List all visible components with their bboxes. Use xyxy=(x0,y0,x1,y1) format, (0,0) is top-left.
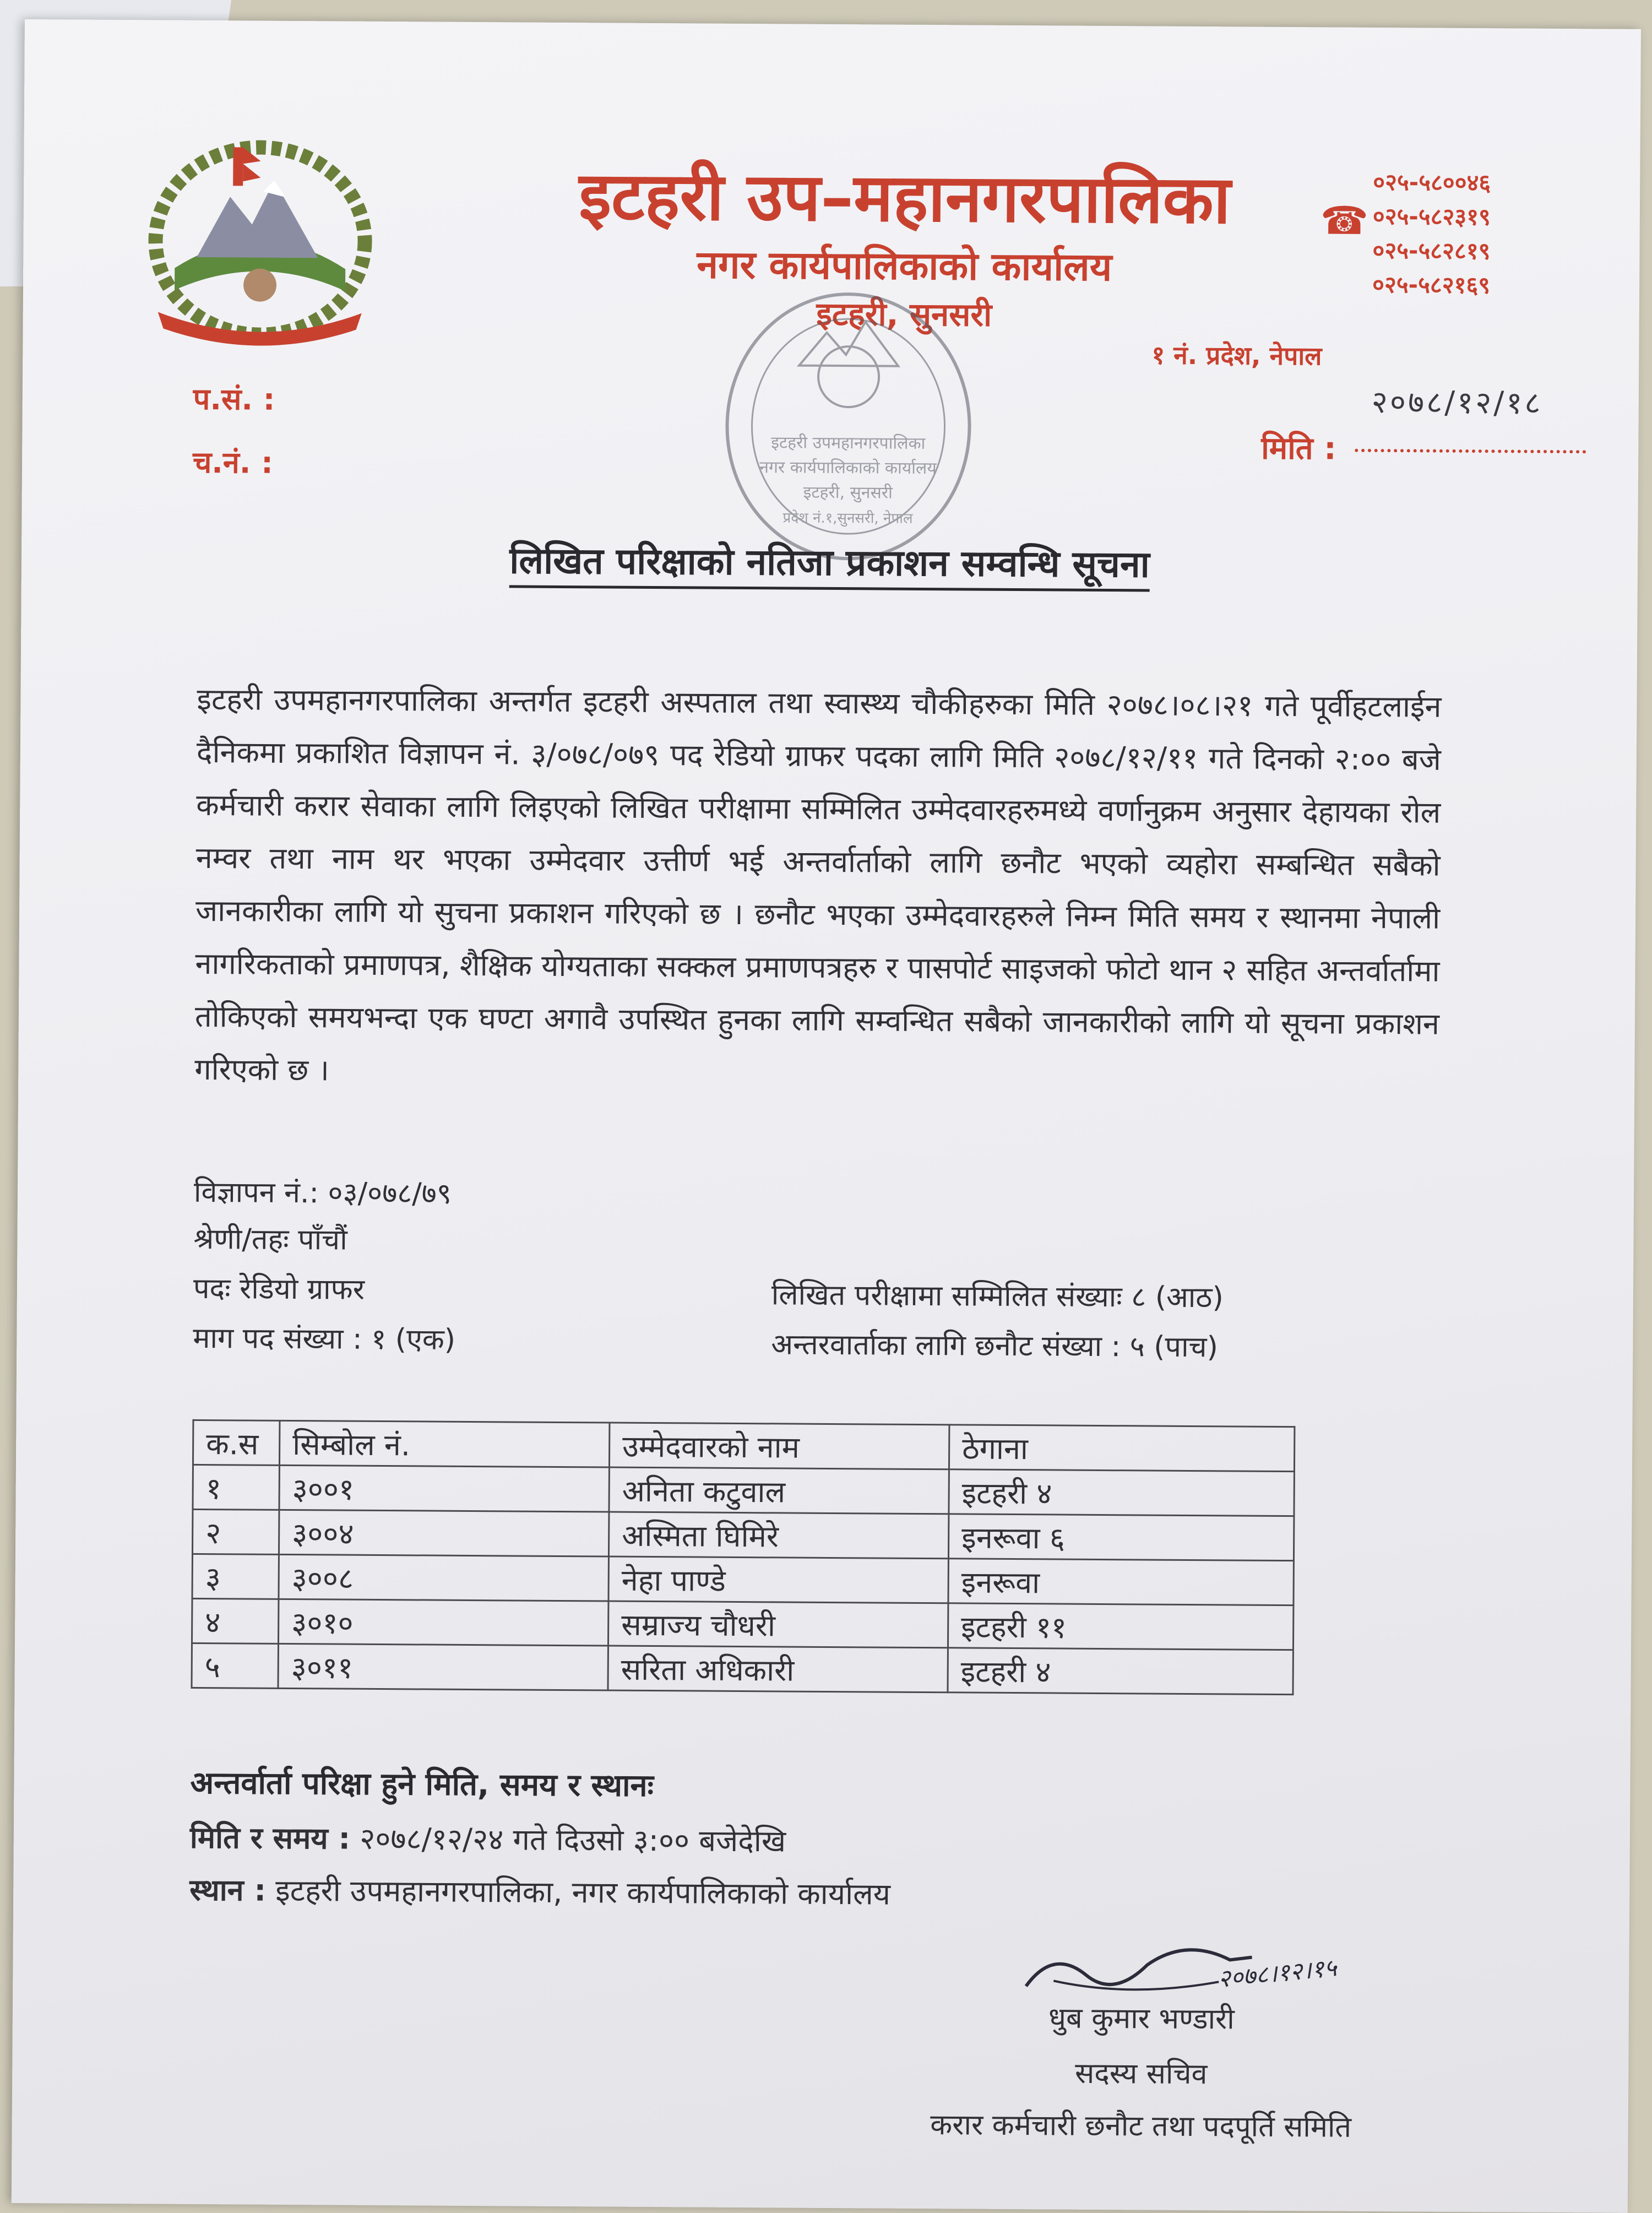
handwritten-date: २०७८/१२/१८ xyxy=(1371,384,1543,421)
table-cell: ३००१ xyxy=(279,1465,609,1512)
table-cell: १ xyxy=(193,1465,279,1510)
shortlisted-count: अन्तरवार्ताका लागि छनौट संख्या : ५ (पाच) xyxy=(771,1328,1219,1364)
notice-document xyxy=(12,19,1641,2213)
table-row xyxy=(192,1598,1293,1650)
table-cell: इटहरी ४ xyxy=(949,1469,1294,1516)
phone-number: ०२५-५८२३१९ xyxy=(1372,202,1491,231)
table-cell: इनरूवा xyxy=(948,1559,1294,1605)
table-cell: ३००४ xyxy=(279,1510,608,1556)
province-label: १ नं. प्रदेश, नेपाल xyxy=(1151,340,1322,371)
phone-number: ०२५-५८२१६९ xyxy=(1372,270,1491,299)
interview-datetime xyxy=(190,1816,786,1861)
table-cell: ३ xyxy=(192,1554,279,1599)
office-stamp-icon xyxy=(715,283,981,571)
interview-place-value: इटहरी उपमहानगरपालिका, नगर कार्यपालिकाको कार्यालय xyxy=(275,1873,891,1912)
table-row xyxy=(192,1509,1294,1560)
office-title: इटहरी उप–महानगरपालिका xyxy=(578,158,1231,239)
signatory-committee: करार कर्मचारी छनौट तथा पदपूर्ति समिति xyxy=(930,2108,1352,2144)
table-row xyxy=(193,1465,1294,1516)
table-cell: इनरूवा ६ xyxy=(948,1514,1294,1561)
table-cell: ४ xyxy=(192,1598,278,1644)
office-subtitle: नगर कार्यपालिकाको कार्यालय xyxy=(697,242,1112,290)
table-cell: ३००८ xyxy=(279,1554,608,1601)
column-header: ठेगाना xyxy=(949,1425,1294,1472)
column-header: उम्मेदवारको नाम xyxy=(609,1423,949,1469)
level-info: श्रेणी/तहः पाँचौं xyxy=(193,1222,347,1257)
notice-title-text: लिखित परिक्षाको नतिजा प्रकाशन सम्वन्धि सूचना xyxy=(509,539,1150,592)
notice-paragraph: इटहरी उपमहानगरपालिका अन्तर्गत इटहरी अस्पताल तथा स्वास्थ्य चौकीहरुका मिति २०७८।०८।२१ गते पूर्वीहटलाईन दैनिकमा प्रकाशित विज्ञापन नं. ३/०७८/०७९ पद रेडियो ग्राफर पदका लागि मिति २०७८/१२/११ गते दिनको २:०० बजे कर्मचारी करार सेवाका लागि लिइएको लिखित परीक्षामा सम्मिलित उम्मेदवारहरुमध्ये वर्णानुक्रम अनुसार देहायका रोल नम्वर तथा नाम थर भएका उम्मेदवार उत्तीर्ण भई अन्तर्वार्ताको लागि छनौट भएको व्यहोरा सम्बन्धित सबैको जानकारीका लागि यो सुचना प्रकाशन गरिएको छ । छनौट भएका उम्मेदवारहरुले निम्न मिति समय र स्थानमा नेपाली नागरिकताको प्रमाणपत्र, शैक्षिक योग्यताका सक्कल प्रमाणपत्रहरु र पासपोर्ट साइजको फोटो थान २ सहित अन्तर्वार्तामा तोकिएको समयभन्दा एक घण्टा अगावै उपस्थित हुनका लागि सम्वन्धित सबैको जानकारीको लागि यो सूचना प्रकाशन गरिएको छ । xyxy=(194,681,1442,1088)
stamp-line: इटहरी उपमहानगरपालिका xyxy=(771,433,926,454)
advert-number: विज्ञापन नं.: ०३/०७८/७९ xyxy=(193,1175,452,1211)
phone-list xyxy=(1372,165,1491,302)
table-cell: ५ xyxy=(192,1643,278,1688)
phone-number: ०२५-५८२८१९ xyxy=(1372,236,1491,265)
date-label: मिति : xyxy=(1261,430,1336,467)
stamp-line: इटहरी, सुनसरी xyxy=(803,482,893,503)
stamp-line: प्रदेश नं.१,सुनसरी, नेपाल xyxy=(782,509,913,527)
date-dotted-line xyxy=(1355,438,1586,454)
written-exam-count: लिखित परीक्षामा सम्मिलित संख्याः ८ (आठ) xyxy=(771,1278,1224,1315)
notice-title xyxy=(21,531,1638,591)
table-cell: अनिता कटुवाल xyxy=(609,1467,949,1514)
signatory-designation: सदस्य सचिव xyxy=(1074,2057,1208,2091)
table-cell: ३०१० xyxy=(278,1599,608,1646)
results-table xyxy=(191,1419,1295,1695)
table-row xyxy=(192,1554,1294,1605)
post-info: पदः रेडियो ग्राफर xyxy=(193,1272,365,1306)
nepal-emblem-icon xyxy=(135,130,384,352)
interview-datetime-value: २०७८/१२/२४ गते दिउसो ३:०० बजेदेखि xyxy=(360,1821,786,1859)
phone-number: ०२५-५८००४६ xyxy=(1373,168,1491,197)
column-header: सिम्बोल नं. xyxy=(279,1420,609,1467)
signatory-name: धुब कुमार भण्डारी xyxy=(1048,2002,1235,2036)
table-cell: सम्राज्य चौधरी xyxy=(608,1601,948,1648)
table-cell: नेहा पाण्डे xyxy=(608,1556,948,1603)
reference-number-label: प.सं. : xyxy=(193,381,275,417)
table-cell: ३०११ xyxy=(278,1644,608,1690)
interview-heading: अन्तर्वार्ता परिक्षा हुने मिति, समय र स्थानः xyxy=(190,1765,654,1804)
reference-block xyxy=(193,367,275,495)
signature-date: २०७८।१२।१५ xyxy=(1216,1954,1338,1994)
office-city: इटहरी, सुनसरी xyxy=(816,295,992,334)
interview-place xyxy=(189,1868,890,1913)
interview-datetime-label: मिति र समय : xyxy=(189,1820,351,1856)
interview-place-label: स्थान : xyxy=(189,1872,267,1908)
table-cell: इटहरी ४ xyxy=(948,1648,1293,1695)
dispatch-number-label: च.नं. : xyxy=(192,444,273,480)
demand-count: माग पद संख्या : १ (एक) xyxy=(193,1321,456,1357)
table-row xyxy=(192,1643,1293,1694)
table-header-row xyxy=(193,1420,1294,1471)
stamp-line: नगर कार्यपालिकाको कार्यालय xyxy=(759,458,937,479)
telephone-icon: ☎ xyxy=(1320,198,1369,243)
table-cell: सरिता अधिकारी xyxy=(608,1646,948,1693)
column-header: क.स xyxy=(193,1420,279,1465)
table-cell: २ xyxy=(192,1509,279,1554)
table-cell: इटहरी ११ xyxy=(948,1603,1293,1650)
table-cell: अस्मिता घिमिरे xyxy=(608,1512,948,1559)
